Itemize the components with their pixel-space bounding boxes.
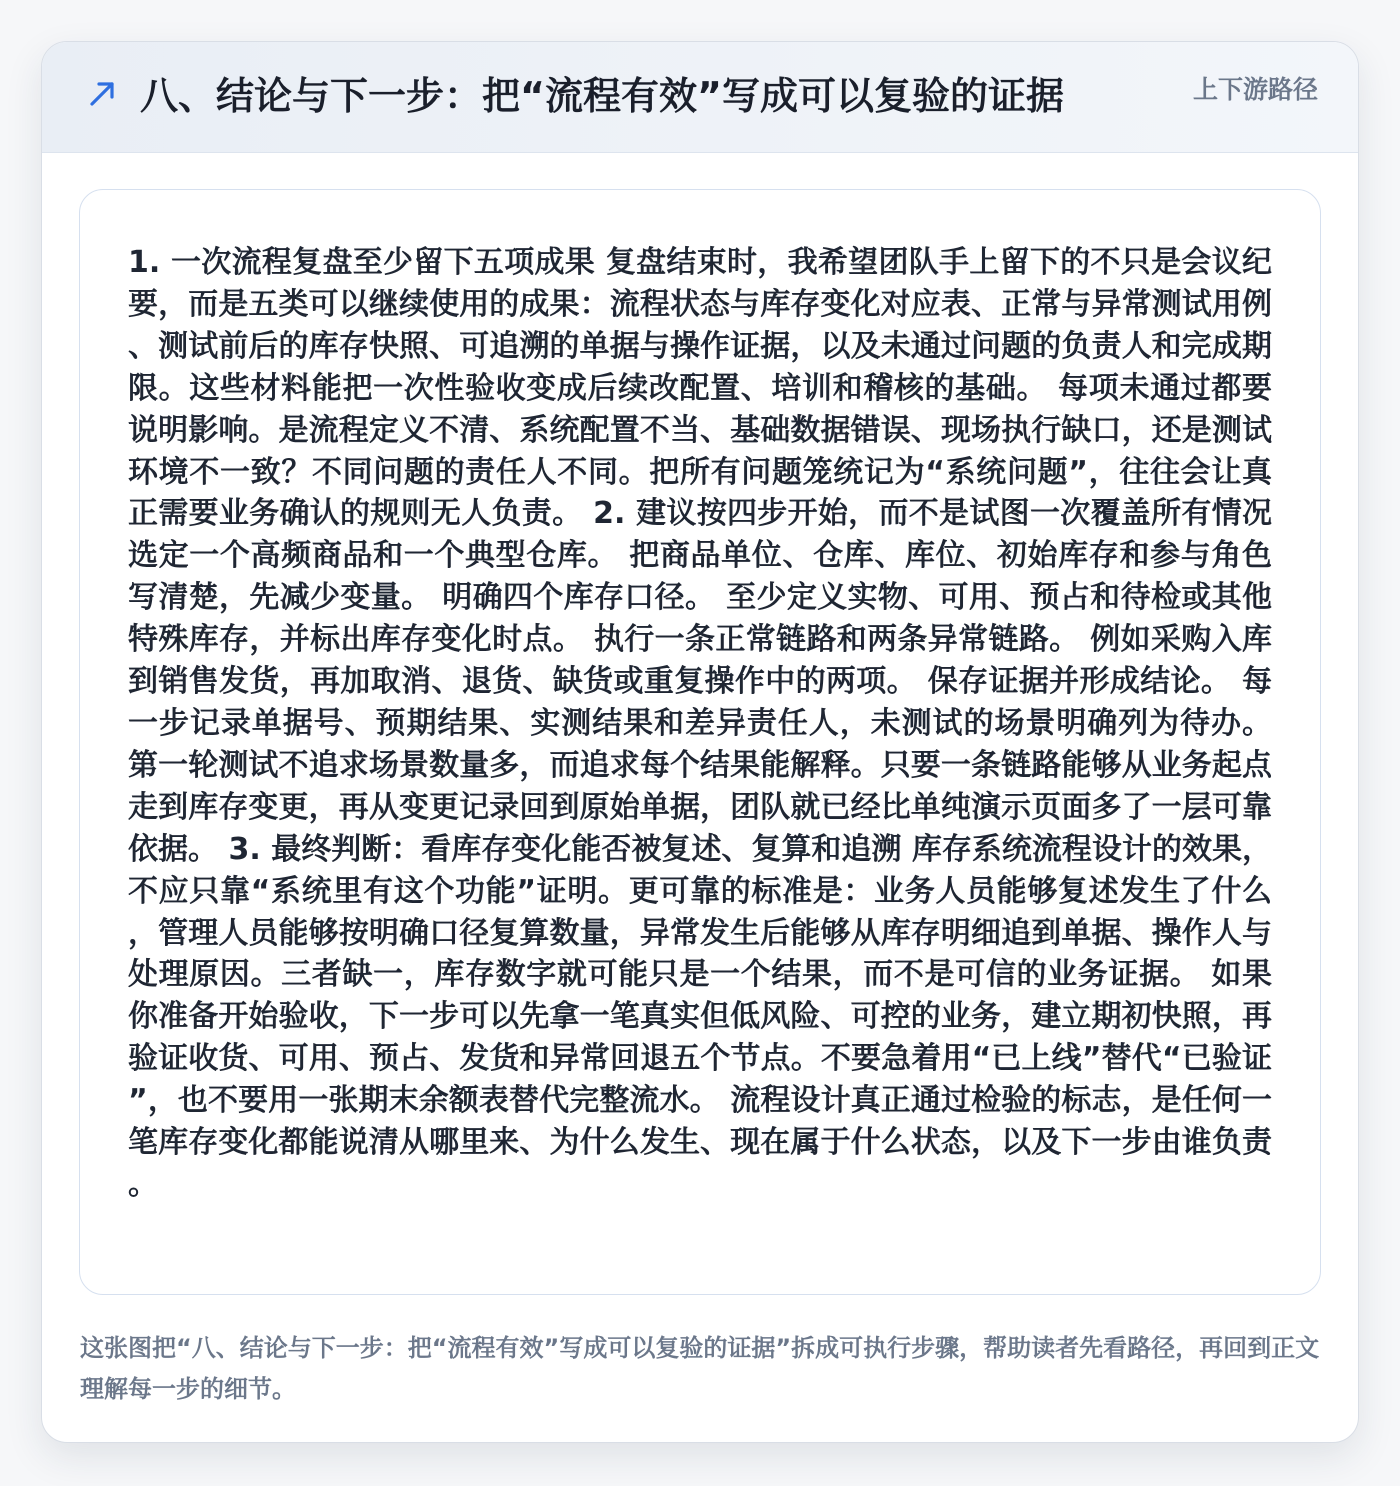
section-tag: 上下游路径 <box>1192 75 1318 104</box>
body-paragraph: 1. 一次流程复盘至少留下五项成果 复盘结束时，我希望团队手上留下的不只是会议纪要，而是五类可以继续使用的成果：流程状态与库存变化对应表、正常与异常测试用例、测试前后的库存快照、可追溯的单据与操作证据，以及未通过问题的负责人和完成期限。这些材料能把一次性验收变成后续改配置、培训和稽核的基础。 每项未通过都要说明影响。是流程定义不清、系统配置不当、基础数据错误、现场执行缺口，还是测试环境不一致？不同问题的责任人不同。把所有问题笼统记为“系统问题”，往往会让真正需要业务确认的规则无人负责。 2. 建议按四步开始，而不是试图一次覆盖所有情况 选定一个高频商品和一个典型仓库。 把商品单位、仓库、库位、初始库存和参与角色写清楚，先减少变量。 明确四个库存口径。 至少定义实物、可用、预占和待检或其他特殊库存，并标出库存变化时点。 执行一条正常链路和两条异常链路。 例如采购入库到销售发货，再加取消、退货、缺货或重复操作中的两项。 保存证据并形成结论。 每一步记录单据号、预期结果、实测结果和差异责任人，未测试的场景明确列为待办。 第一轮测试不追求场景数量多，而追求每个结果能解释。只要一条链路能够从业务起点走到库存变更，再从变更记录回到原始单据，团队就已经比单纯演示页面多了一层可靠依据。 3. 最终判断：看库存变化能否被复述、复算和追溯 库存系统流程设计的效果，不应只靠“系统里有这个功能”证明。更可靠的标准是：业务人员能够复述发生了什么，管理人员能够按明确口径复算数量，异常发生后能够从库存明细追到单据、操作人与处理原因。三者缺一，库存数字就可能只是一个结果，而不是可信的业务证据。 如果你准备开始验收，下一步可以先拿一笔真实但低风险、可控的业务，建立期初快照，再验证收货、可用、预占、发货和异常回退五个节点。不要急着用“已上线”替代“已验证”，也不要用一张期末余额表替代完整流水。 流程设计真正通过检验的标志，是任何一笔库存变化都能说清从哪里来、为什么发生、现在属于什么状态，以及下一步由谁负责。 <box>128 245 1272 1202</box>
figure-card <box>41 41 1359 1443</box>
figure-caption: 这张图把“八、结论与下一步：把“流程有效”写成可以复验的证据”拆成可执行步骤，帮助读者先看路径，再回到正文理解每一步的细节。 <box>80 1334 1320 1403</box>
card-header <box>42 42 1358 153</box>
content-panel <box>79 189 1321 1295</box>
page-title: 八、结论与下一步：把“流程有效”写成可以复验的证据 <box>140 74 1064 118</box>
arrow-up-right-icon <box>86 76 120 110</box>
